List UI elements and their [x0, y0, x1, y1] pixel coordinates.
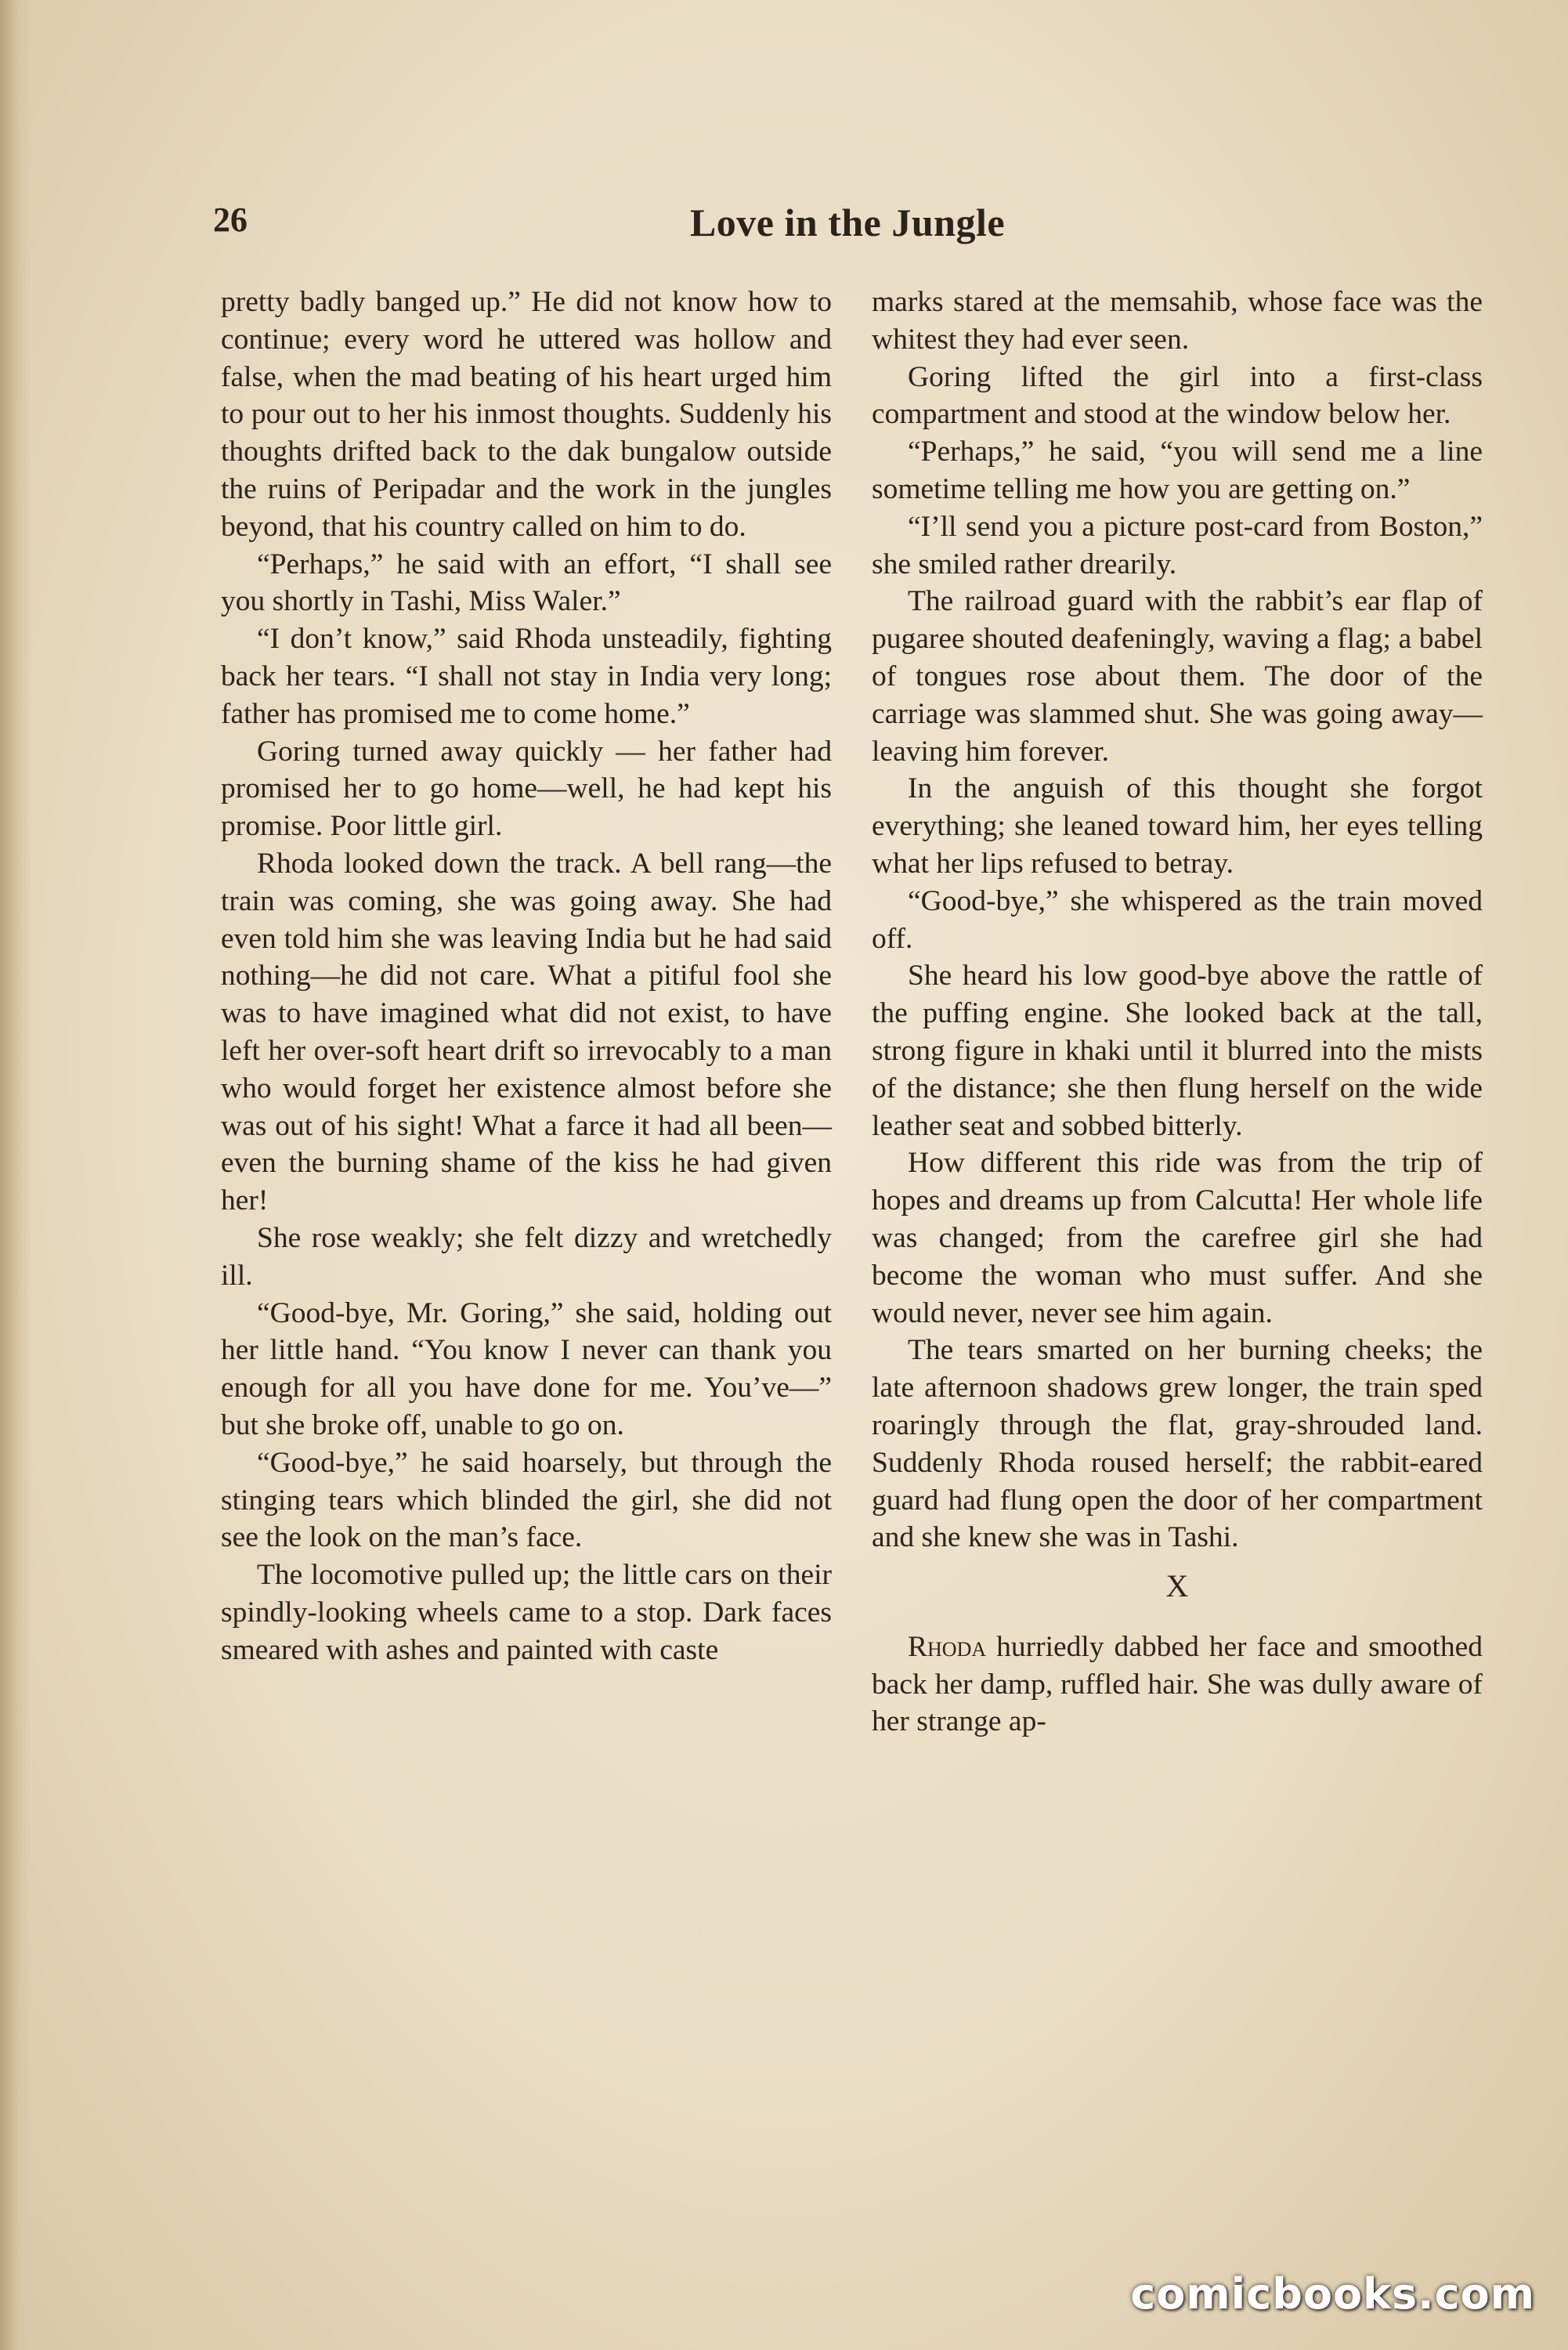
paragraph: marks stared at the memsahib, whose face was the whitest they had ever seen.: [872, 286, 1483, 356]
paragraph: “Good-bye, Mr. Goring,” she said, holding out her little hand. “You know I never can thank you enough for all you have done for me. You’ve—” but she broke off, unable to go on.: [221, 1296, 832, 1441]
paragraph: The locomotive pulled up; the little cars on their spindly-looking wheels came to a stop. Dark faces smeared with ashes and painted with caste: [221, 1559, 832, 1666]
paragraph: Goring turned away quickly — her father had promised her to go home—well, he had kept his promise. Poor little girl.: [221, 735, 832, 843]
paragraph: In the anguish of this thought she forgot everything; she leaned toward him, her eyes telling what her lips refused to betray.: [872, 772, 1483, 880]
section-first-word: Rhoda: [908, 1630, 987, 1663]
left-column: [221, 284, 832, 1668]
paragraph: “Good-bye,” she whispered as the train moved off.: [872, 884, 1483, 955]
paragraph: “I don’t know,” said Rhoda unsteadily, fighting back her tears. “I shall not stay in India very long; father has promised me to come home.”: [221, 623, 832, 730]
paragraph: How different this ride was from the trip of hopes and dreams up from Calcutta! Her whole life was changed; from the carefree girl she had become the woman who must suffer. And she would never, never see him again.: [872, 1147, 1483, 1329]
paragraph: The tears smarted on her burning cheeks; the late afternoon shadows grew longer, the train sped roaringly through the flat, gray-shrouded land. Suddenly Rhoda roused herself; the rabbit-eared guard had flung open the door of her compartment and she knew she was in Tashi.: [872, 1334, 1483, 1554]
page-edge-shadow: [0, 0, 31, 2350]
paragraph: Goring lifted the girl into a first-class compartment and stood at the window below her.: [872, 360, 1483, 431]
paragraph: “Perhaps,” he said, “you will send me a line sometime telling me how you are getting on.”: [872, 436, 1483, 505]
paragraph: Rhoda looked down the track. A bell rang—the train was coming, she was going away. She had even told him she was leaving India but he had said nothing—he did not care. What a pitiful fool she was to have imagined what did not exist, to have left her over-soft heart drift so irrevocably to a man who would forget her existence almost before she was out of his sight! What a farce it had all been—even the burning shame of the kiss he had given her!: [221, 847, 832, 1217]
page-number: 26: [213, 201, 247, 239]
watermark-logo: comicbooks.com: [1130, 2269, 1535, 2319]
paragraph: “Perhaps,” he said with an effort, “I shall see you shortly in Tashi, Miss Waler.”: [221, 548, 832, 618]
section-opening-paragraph: [872, 1629, 1483, 1741]
paragraph: pretty badly banged up.” He did not know how to continue; every word he uttered was hollow and false, when the mad beating of his heart urged him to pour out to her his inmost thoughts. Suddenly his thoughts drifted back to the dak bungalow outside the ruins of Peripadar and the work in the jungles beyond, that his country called on him to do.: [221, 286, 832, 543]
right-column: [872, 284, 1483, 1741]
paragraph: “I’ll send you a picture post-card from Boston,” she smiled rather drearily.: [872, 510, 1483, 580]
paragraph: The railroad guard with the rabbit’s ear flap of pugaree shouted deafeningly, waving a flag; a babel of tongues rose about them. The door of the carriage was slammed shut. She was going away—leaving him forever.: [872, 585, 1483, 768]
paragraph: She rose weakly; she felt dizzy and wretchedly ill.: [221, 1221, 832, 1292]
section-opening-text: hurriedly dabbed her face and smoothed back her damp, ruffled hair. She was dully aware of her strange ap-: [872, 1630, 1483, 1738]
running-title: Love in the Jungle: [689, 201, 1006, 244]
section-numeral: X: [1165, 1568, 1189, 1604]
paragraph: She heard his low good-bye above the rattle of the puffing engine. She looked back at the tall, strong figure in khaki until it blurred into the mists of the distance; she then flung herself on the wide leather seat and sobbed bitterly.: [872, 960, 1483, 1142]
running-header: [213, 200, 1482, 255]
paragraph: “Good-bye,” he said hoarsely, but through the stinging tears which blinded the girl, she did not see the look on the man’s face.: [221, 1446, 832, 1554]
